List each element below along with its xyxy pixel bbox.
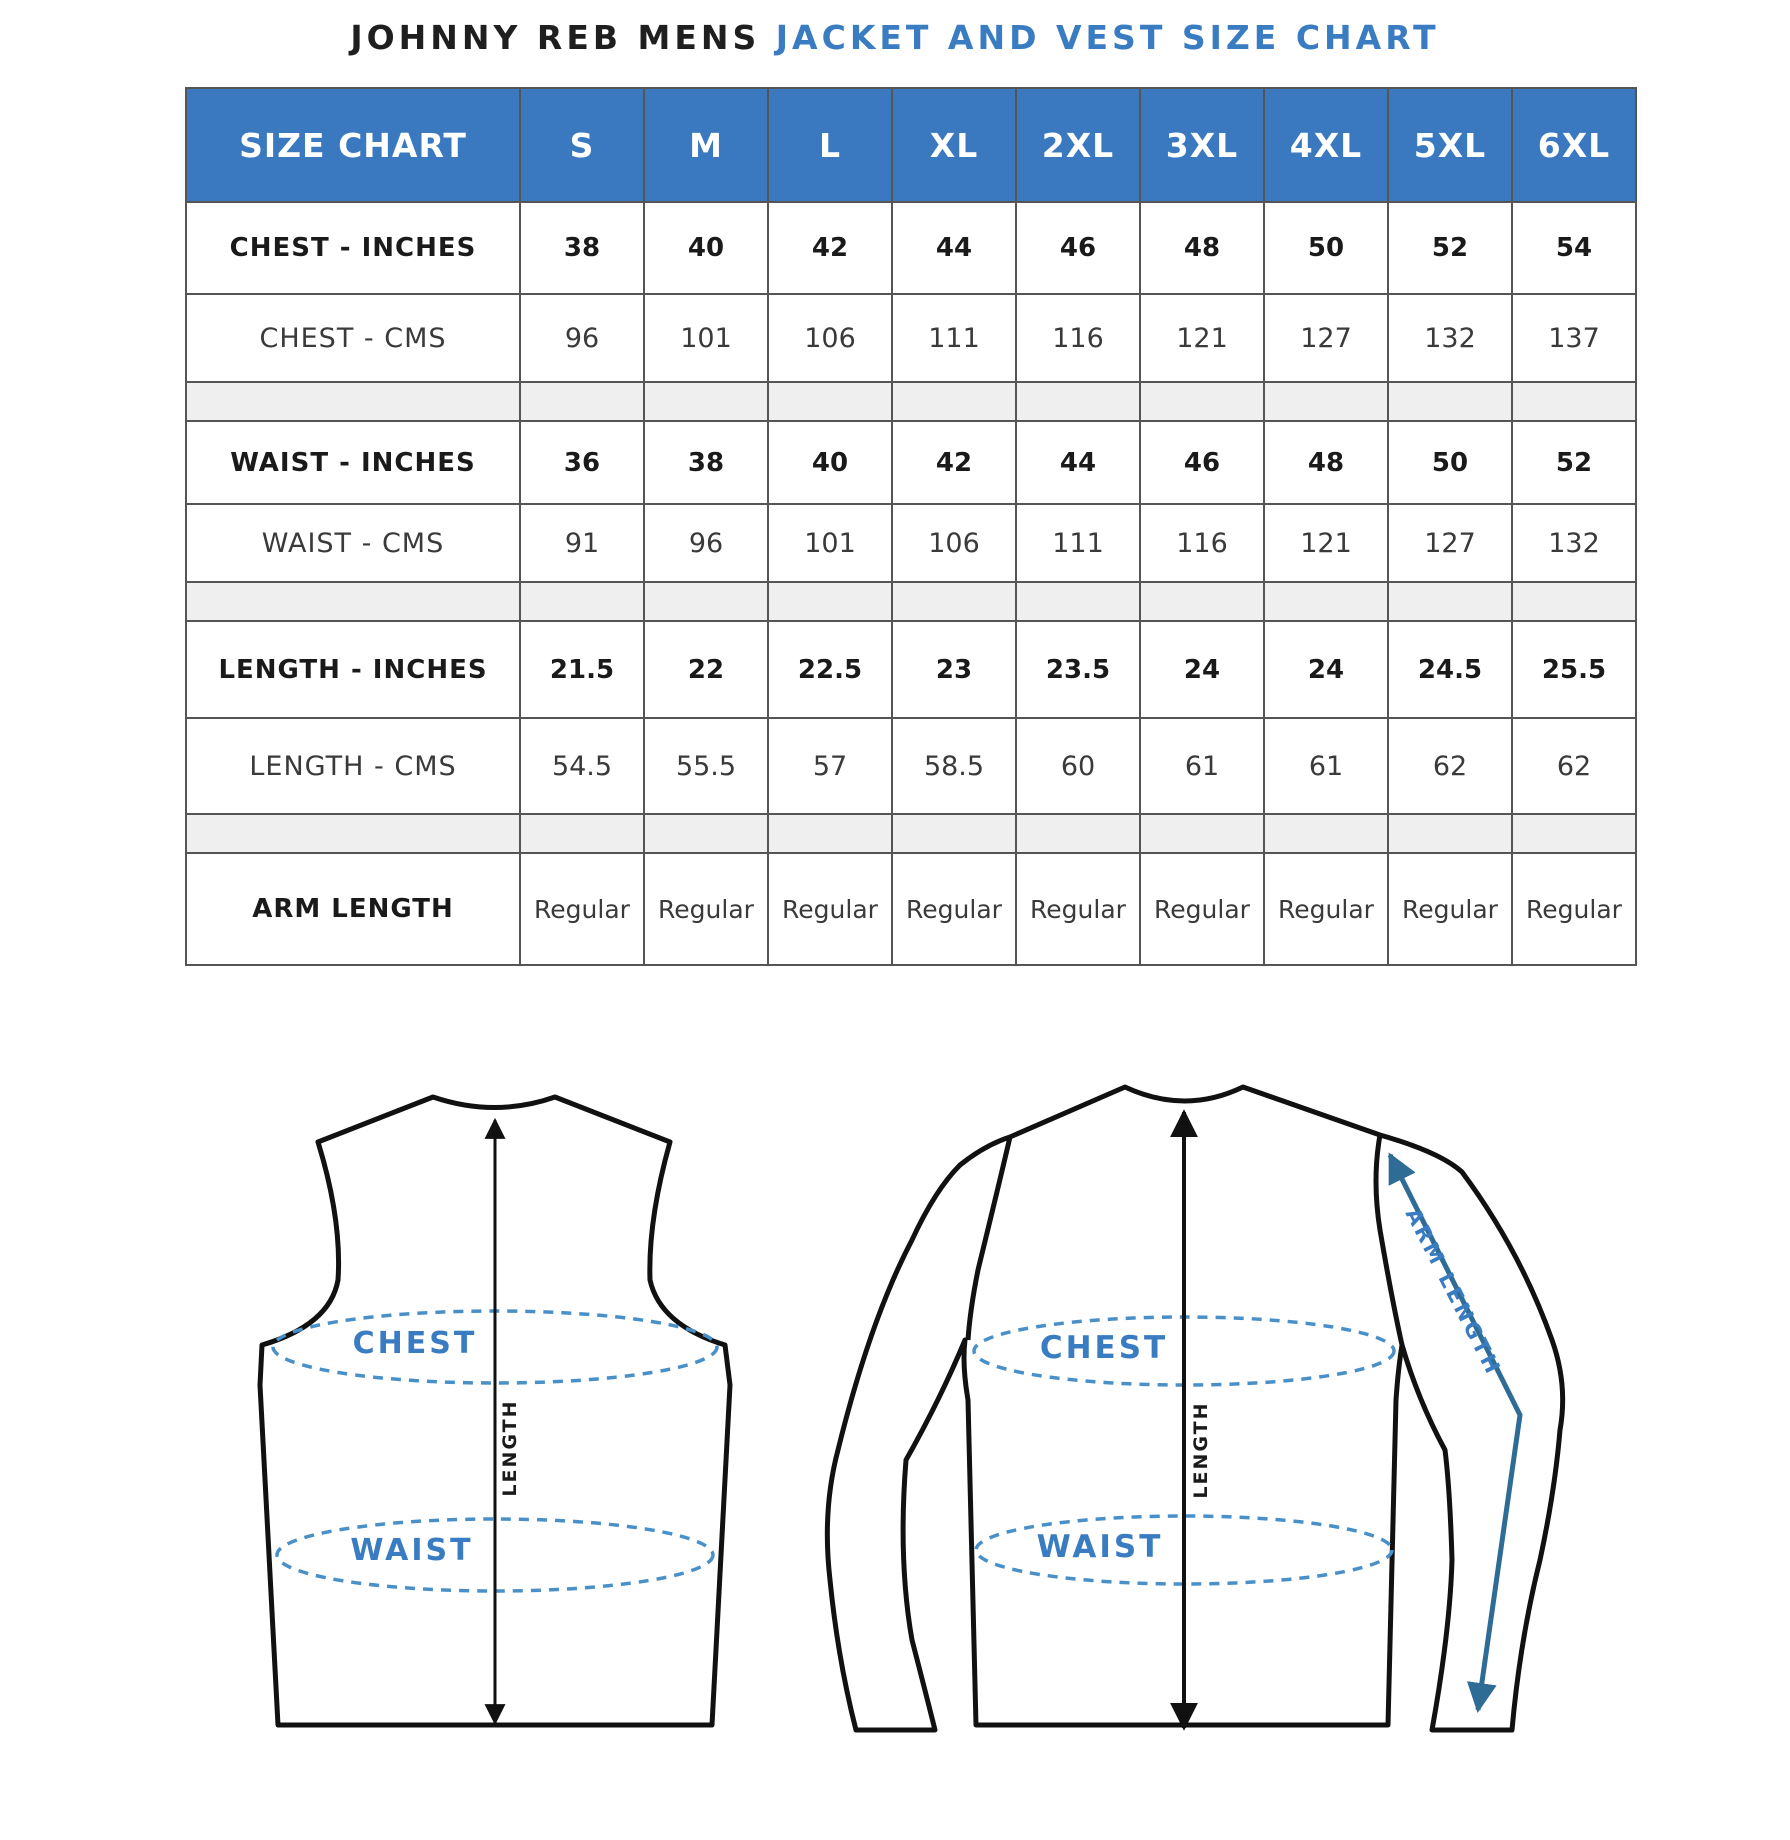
spacer-cell bbox=[1512, 582, 1636, 621]
spacer-cell bbox=[186, 382, 520, 421]
spacer-cell bbox=[892, 582, 1016, 621]
spacer-cell bbox=[768, 582, 892, 621]
table-cell: 52 bbox=[1388, 202, 1512, 294]
table-cell: 22 bbox=[644, 621, 768, 718]
jacket-length-label: LENGTH bbox=[1190, 1401, 1212, 1499]
table-cell: 62 bbox=[1388, 718, 1512, 814]
spacer-cell bbox=[892, 814, 1016, 853]
size-header-cell: 2XL bbox=[1016, 88, 1140, 202]
size-header-cell: 6XL bbox=[1512, 88, 1636, 202]
size-header-row bbox=[186, 88, 1636, 202]
table-cell: 57 bbox=[768, 718, 892, 814]
jacket-chest-label: CHEST bbox=[1039, 1330, 1169, 1366]
table-cell: 61 bbox=[1140, 718, 1264, 814]
vest-diagram bbox=[260, 1097, 730, 1725]
table-cell: 22.5 bbox=[768, 621, 892, 718]
spacer-cell bbox=[1016, 382, 1140, 421]
table-cell: 54.5 bbox=[520, 718, 644, 814]
table-cell: Regular bbox=[644, 853, 768, 965]
vest-waist-label: WAIST bbox=[350, 1533, 474, 1568]
spacer-cell bbox=[520, 382, 644, 421]
table-row-waist-inches bbox=[186, 421, 1636, 504]
table-cell: Regular bbox=[1512, 853, 1636, 965]
vest-length-label: LENGTH bbox=[499, 1399, 521, 1497]
table-cell: 40 bbox=[644, 202, 768, 294]
spacer-cell bbox=[1264, 382, 1388, 421]
table-cell: 40 bbox=[768, 421, 892, 504]
row-label: WAIST - CMS bbox=[186, 504, 520, 582]
table-cell: 132 bbox=[1512, 504, 1636, 582]
table-cell: 132 bbox=[1388, 294, 1512, 382]
table-cell: 23 bbox=[892, 621, 1016, 718]
table-cell: 106 bbox=[768, 294, 892, 382]
row-label: LENGTH - CMS bbox=[186, 718, 520, 814]
size-chart-table bbox=[185, 87, 1637, 966]
spacer-cell bbox=[1388, 814, 1512, 853]
spacer-row bbox=[186, 582, 1636, 621]
table-cell: 23.5 bbox=[1016, 621, 1140, 718]
table-row-chest-cms bbox=[186, 294, 1636, 382]
table-cell: 48 bbox=[1264, 421, 1388, 504]
jacket-left-sleeve-seam bbox=[968, 1137, 1010, 1340]
size-header-cell: 5XL bbox=[1388, 88, 1512, 202]
table-cell: 116 bbox=[1140, 504, 1264, 582]
spacer-cell bbox=[768, 814, 892, 853]
table-cell: 96 bbox=[520, 294, 644, 382]
table-cell: 44 bbox=[1016, 421, 1140, 504]
spacer-cell bbox=[520, 814, 644, 853]
spacer-cell bbox=[892, 382, 1016, 421]
spacer-cell bbox=[1016, 582, 1140, 621]
spacer-cell bbox=[768, 382, 892, 421]
spacer-cell bbox=[520, 582, 644, 621]
spacer-cell bbox=[1140, 582, 1264, 621]
table-cell: 116 bbox=[1016, 294, 1140, 382]
row-label: WAIST - INCHES bbox=[186, 421, 520, 504]
spacer-cell bbox=[1264, 582, 1388, 621]
spacer-cell bbox=[1016, 814, 1140, 853]
table-cell: 42 bbox=[768, 202, 892, 294]
spacer-cell bbox=[186, 814, 520, 853]
table-cell: 24 bbox=[1140, 621, 1264, 718]
table-cell: 36 bbox=[520, 421, 644, 504]
table-cell: 58.5 bbox=[892, 718, 1016, 814]
table-cell: 61 bbox=[1264, 718, 1388, 814]
table-cell: 111 bbox=[1016, 504, 1140, 582]
jacket-arm-length-label: ARM LENGTH bbox=[1400, 1204, 1506, 1380]
table-cell: Regular bbox=[892, 853, 1016, 965]
spacer-cell bbox=[1512, 814, 1636, 853]
row-label: CHEST - INCHES bbox=[186, 202, 520, 294]
page-title bbox=[0, 18, 1790, 57]
table-cell: 101 bbox=[768, 504, 892, 582]
size-header-cell: 3XL bbox=[1140, 88, 1264, 202]
size-header-cell: 4XL bbox=[1264, 88, 1388, 202]
title-subject: JACKET AND VEST SIZE CHART bbox=[775, 18, 1440, 57]
measurement-diagrams bbox=[0, 1040, 1790, 1800]
table-cell: 46 bbox=[1016, 202, 1140, 294]
title-brand: JOHNNY REB MENS bbox=[350, 18, 761, 57]
jacket-waist-label: WAIST bbox=[1036, 1529, 1164, 1565]
row-label: LENGTH - INCHES bbox=[186, 621, 520, 718]
spacer-row bbox=[186, 382, 1636, 421]
table-row-length-inches bbox=[186, 621, 1636, 718]
table-row-waist-cms bbox=[186, 504, 1636, 582]
table-cell: 121 bbox=[1140, 294, 1264, 382]
table-cell: 127 bbox=[1264, 294, 1388, 382]
table-cell: Regular bbox=[1388, 853, 1512, 965]
spacer-cell bbox=[1140, 814, 1264, 853]
jacket-arm-length-arrow bbox=[1390, 1155, 1520, 1710]
table-row-arm-length bbox=[186, 853, 1636, 965]
size-header-cell: L bbox=[768, 88, 892, 202]
row-label: ARM LENGTH bbox=[186, 853, 520, 965]
table-cell: 111 bbox=[892, 294, 1016, 382]
table-cell: 55.5 bbox=[644, 718, 768, 814]
table-cell: 24 bbox=[1264, 621, 1388, 718]
table-cell: 52 bbox=[1512, 421, 1636, 504]
size-header-cell: XL bbox=[892, 88, 1016, 202]
spacer-row bbox=[186, 814, 1636, 853]
spacer-cell bbox=[644, 814, 768, 853]
table-cell: 48 bbox=[1140, 202, 1264, 294]
table-cell: 50 bbox=[1264, 202, 1388, 294]
spacer-cell bbox=[1140, 382, 1264, 421]
table-cell: 101 bbox=[644, 294, 768, 382]
header-label: SIZE CHART bbox=[186, 88, 520, 202]
spacer-cell bbox=[644, 382, 768, 421]
table-cell: 106 bbox=[892, 504, 1016, 582]
spacer-cell bbox=[186, 582, 520, 621]
size-header-cell: M bbox=[644, 88, 768, 202]
spacer-cell bbox=[1264, 814, 1388, 853]
jacket-diagram bbox=[827, 1087, 1562, 1730]
table-cell: 46 bbox=[1140, 421, 1264, 504]
table-cell: 38 bbox=[520, 202, 644, 294]
row-label: CHEST - CMS bbox=[186, 294, 520, 382]
table-cell: 21.5 bbox=[520, 621, 644, 718]
table-cell: Regular bbox=[1140, 853, 1264, 965]
table-cell: 60 bbox=[1016, 718, 1140, 814]
table-cell: 50 bbox=[1388, 421, 1512, 504]
table-cell: 38 bbox=[644, 421, 768, 504]
spacer-cell bbox=[644, 582, 768, 621]
table-cell: 44 bbox=[892, 202, 1016, 294]
table-cell: 127 bbox=[1388, 504, 1512, 582]
table-cell: 25.5 bbox=[1512, 621, 1636, 718]
table-cell: Regular bbox=[768, 853, 892, 965]
table-cell: Regular bbox=[1264, 853, 1388, 965]
table-cell: 62 bbox=[1512, 718, 1636, 814]
table-cell: 54 bbox=[1512, 202, 1636, 294]
table-cell: 42 bbox=[892, 421, 1016, 504]
size-header-cell: S bbox=[520, 88, 644, 202]
table-row-length-cms bbox=[186, 718, 1636, 814]
table-cell: Regular bbox=[520, 853, 644, 965]
table-cell: 121 bbox=[1264, 504, 1388, 582]
table-cell: 137 bbox=[1512, 294, 1636, 382]
spacer-cell bbox=[1512, 382, 1636, 421]
spacer-cell bbox=[1388, 382, 1512, 421]
table-cell: 96 bbox=[644, 504, 768, 582]
table-row-chest-inches bbox=[186, 202, 1636, 294]
spacer-cell bbox=[1388, 582, 1512, 621]
vest-chest-label: CHEST bbox=[352, 1326, 478, 1361]
table-cell: 91 bbox=[520, 504, 644, 582]
table-cell: Regular bbox=[1016, 853, 1140, 965]
table-cell: 24.5 bbox=[1388, 621, 1512, 718]
